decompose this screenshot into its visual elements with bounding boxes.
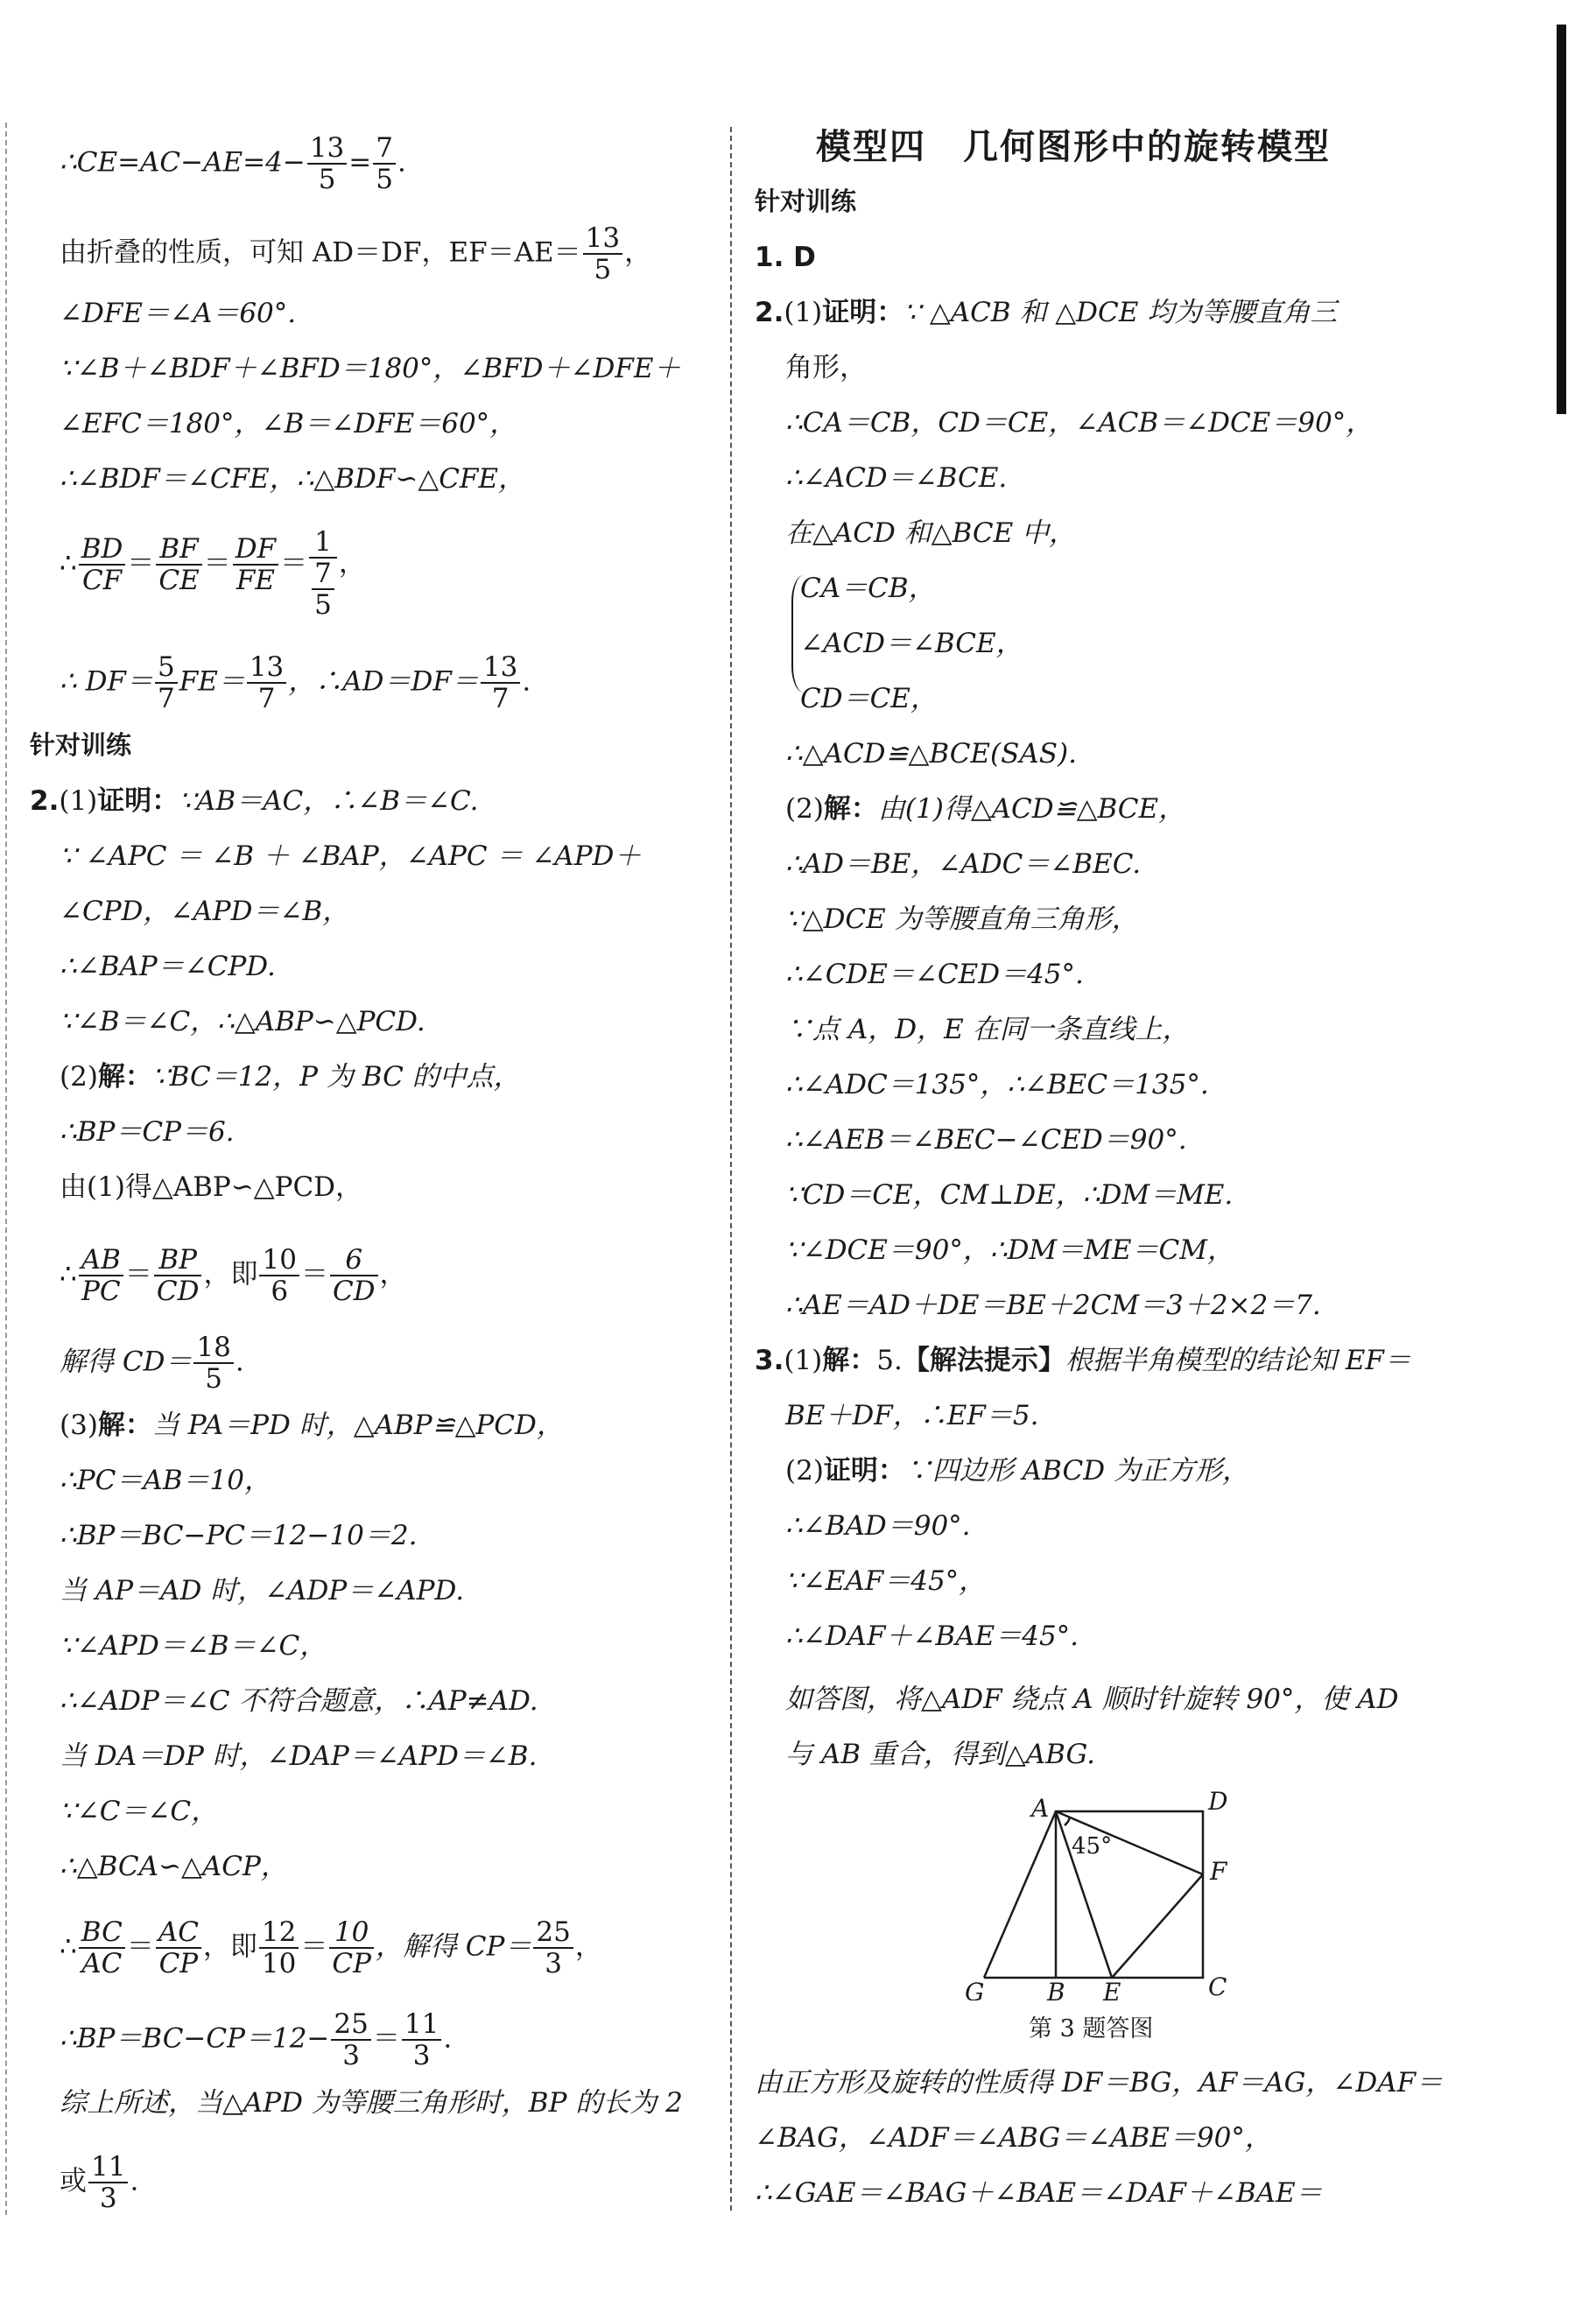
line-bca-similar: ∴△BCA∽△ACP， (60, 1851, 288, 1882)
line-dm-me-cm: ∵∠DCE＝90°，∴DM＝ME＝CM， (785, 1234, 1234, 1266)
line-collinear: ∵点 A，D，E 在同一条直线上， (785, 1014, 1190, 1045)
column-divider (730, 127, 732, 2211)
line-aeb-90: ∴∠AEB＝∠BEC−∠CED＝90°. (785, 1124, 1187, 1156)
line-dce-isosceles: ∵△DCE 为等腰直角三角形， (785, 903, 1139, 935)
line-ratio-3: ∴ $\frac{BC}{AC}$ ＝ $\frac{AC}{CP}$ ，即 $\frac{12}{10}$ ＝ $\frac{10}{CP}$ ，解得 CP＝ $\frac{25}{3}$ ， (60, 1916, 602, 1980)
line-daf-bae: ∴∠DAF＋∠BAE＝45°. (785, 1620, 1079, 1652)
line-from-1: 由(1)得△ABP∽△PCD， (60, 1171, 363, 1203)
line-da-dp: 当 DA＝DP 时，∠DAP＝∠APD＝∠B. (60, 1740, 538, 1772)
line-apd-b-c: ∵∠APD＝∠B＝∠C， (60, 1630, 327, 1662)
label-e: E (1103, 1978, 1121, 2000)
line-ca-cb: ∴CA＝CB，CD＝CE，∠ACB＝∠DCE＝90°， (785, 407, 1374, 439)
line-bp-cp: ∴BP＝CP＝6. (60, 1116, 235, 1148)
line-ef-5: BE＋DF，∴EF＝5. (785, 1400, 1039, 1431)
line-df-result: ∴ DF＝ $\frac{5}{7}$ FE＝ $\frac{13}{7}$ ，∴AD＝DF＝ $\frac{13}{7}$ . (60, 651, 531, 715)
line-eaf-45: ∵∠EAF＝45°， (785, 1565, 987, 1597)
line-cm-perp: ∵CD＝CE，CM⊥DE，∴DM＝ME. (785, 1179, 1234, 1211)
label-c: C (1208, 1972, 1227, 2000)
line-gae: ∴∠GAE＝∠BAG＋∠BAE＝∠DAF＋∠BAE＝ (755, 2177, 1323, 2209)
line-ce: ∴CE=AC−AE=4− $\frac{13}{5}$ = $\frac{7}{5}$ . (60, 132, 406, 196)
line-not-valid: ∴∠ADP＝∠C 不符合题意，∴AP≠AD. (60, 1685, 538, 1717)
label-b: B (1047, 1978, 1065, 2000)
line-c-c: ∵∠C＝∠C， (60, 1796, 219, 1827)
line-triangle: 角形， (785, 352, 867, 383)
line-bp-2: ∴BP＝BC−PC＝12−10＝2. (60, 1520, 418, 1551)
line-angles-2: ∠EFC＝180°，∠B＝∠DFE＝60°， (60, 408, 517, 439)
line-similar: ∴∠BDF＝∠CFE，∴△BDF∽△CFE， (60, 463, 526, 495)
model-title: 模型四 几何图形中的旋转模型 (816, 127, 1331, 167)
line-in-triangles: 在△ACD 和△BCE 中， (785, 517, 1077, 549)
line-apc: ∵ ∠APC ＝ ∠B ＋ ∠BAP，∠APC ＝ ∠APD＋ (60, 840, 642, 872)
line-summary: 综上所述，当△APD 为等腰三角形时，BP 的长为 2 (60, 2087, 683, 2119)
label-f: F (1210, 1857, 1227, 1886)
problem-2-part-1: 2.(1)证明：∵AB＝AC，∴∠B＝∠C. (30, 785, 479, 817)
line-angle-equal: ∠BAG，∠ADF＝∠ABG＝∠ABE＝90°， (755, 2122, 1272, 2154)
line-ap-ad: 当 AP＝AD 时，∠ADP＝∠APD. (60, 1575, 465, 1606)
label-angle-45: 45° (1072, 1833, 1113, 1860)
geometry-figure (963, 1790, 1252, 2000)
label-a: A (1031, 1794, 1050, 1823)
problem-1-answer: 1. D (755, 242, 816, 273)
label-d: D (1208, 1790, 1228, 1816)
problem-2-part-3: (3)解：当 PA＝PD 时，△ABP≌△PCD， (60, 1410, 564, 1441)
problem-3-part-2: (2)证明：∵四边形 ABCD 为正方形， (785, 1455, 1249, 1487)
problem-3-part-1: 3.(1)解：5.【解法提示】根据半角模型的结论知 EF＝ (755, 1345, 1411, 1376)
section-heading-training: 针对训练 (30, 730, 132, 760)
line-abp-similar: ∵∠B＝∠C，∴△ABP∽△PCD. (60, 1006, 425, 1037)
problem-2-proof: 2.(1)证明：∵ △ACB 和 △DCE 均为等腰直角三 (755, 297, 1338, 328)
line-fold: 由折叠的性质，可知 AD＝DF，EF＝AE＝ $\frac{13}{5}$ ， (60, 222, 652, 286)
line-acd-bce: ∴∠ACD＝∠BCE. (785, 462, 1008, 494)
line-congruent: ∴△ACD≌△BCE(SAS). (785, 738, 1077, 770)
line-ae-result: ∴AE＝AD＋DE＝BE＋2CM＝3＋2×2＝7. (785, 1290, 1321, 1321)
left-margin-rule (5, 123, 7, 2215)
label-g: G (965, 1978, 985, 2000)
line-pc-ab: ∴PC＝AB＝10， (60, 1465, 271, 1496)
problem-2-solution: (2)解：由(1)得△ACD≌△BCE， (785, 793, 1186, 825)
line-angles-1: ∵∠B＋∠BDF＋∠BFD＝180°，∠BFD＋∠DFE＋ (60, 353, 681, 384)
line-bad-90: ∴∠BAD＝90°. (785, 1510, 971, 1542)
line-cd-result: 解得 CD＝ $\frac{18}{5}$ . (60, 1332, 244, 1396)
line-ratio: ∴ $\frac{BD}{CF}$ ＝ $\frac{BF}{CE}$ ＝ $\frac{DF}{FE}$ ＝ $\frac{1}{\frac{7}{5}}$ ， (60, 526, 366, 622)
line-bap: ∴∠BAP＝∠CPD. (60, 951, 276, 982)
figure-caption: 第 3 题答图 (1029, 2015, 1154, 2042)
line-adc-135: ∴∠ADC＝135°，∴∠BEC＝135°. (785, 1069, 1209, 1100)
line-bp-result: ∴BP＝BC−CP＝12− $\frac{25}{3}$ ＝ $\frac{11}{3}$ . (60, 2008, 453, 2072)
line-summary-end: 或 $\frac{11}{3}$ . (60, 2151, 139, 2215)
line-ratio-2: ∴ $\frac{AB}{PC}$ ＝ $\frac{BP}{CD}$ ，即 $\frac{10}{6}$ ＝ $\frac{6}{CD}$ ， (60, 1244, 407, 1308)
line-dfe: ∠DFE＝∠A＝60°. (60, 298, 297, 329)
system-line-2: ∠ACD＝∠BCE， (800, 628, 1023, 659)
problem-2-part-2: (2)解：∵BC＝12，P 为 BC 的中点， (60, 1061, 521, 1093)
page-edge-mark (1557, 25, 1566, 414)
system-line-3: CD＝CE， (800, 683, 938, 714)
line-rotate: 如答图，将△ADF 绕点 A 顺时针旋转 90°，使 AD (785, 1684, 1399, 1715)
line-coincide: 与 AB 重合，得到△ABG. (785, 1739, 1095, 1770)
line-ad-be: ∴AD＝BE，∠ADC＝∠BEC. (785, 848, 1142, 880)
line-rotation-props: 由正方形及旋转的性质得 DF＝BG，AF＝AG，∠DAF＝ (755, 2067, 1444, 2099)
section-heading-training-right: 针对训练 (755, 186, 857, 216)
line-cde-45: ∴∠CDE＝∠CED＝45°. (785, 959, 1084, 990)
line-cpd: ∠CPD，∠APD＝∠B， (60, 896, 350, 927)
system-line-1: CA＝CB， (800, 573, 936, 604)
